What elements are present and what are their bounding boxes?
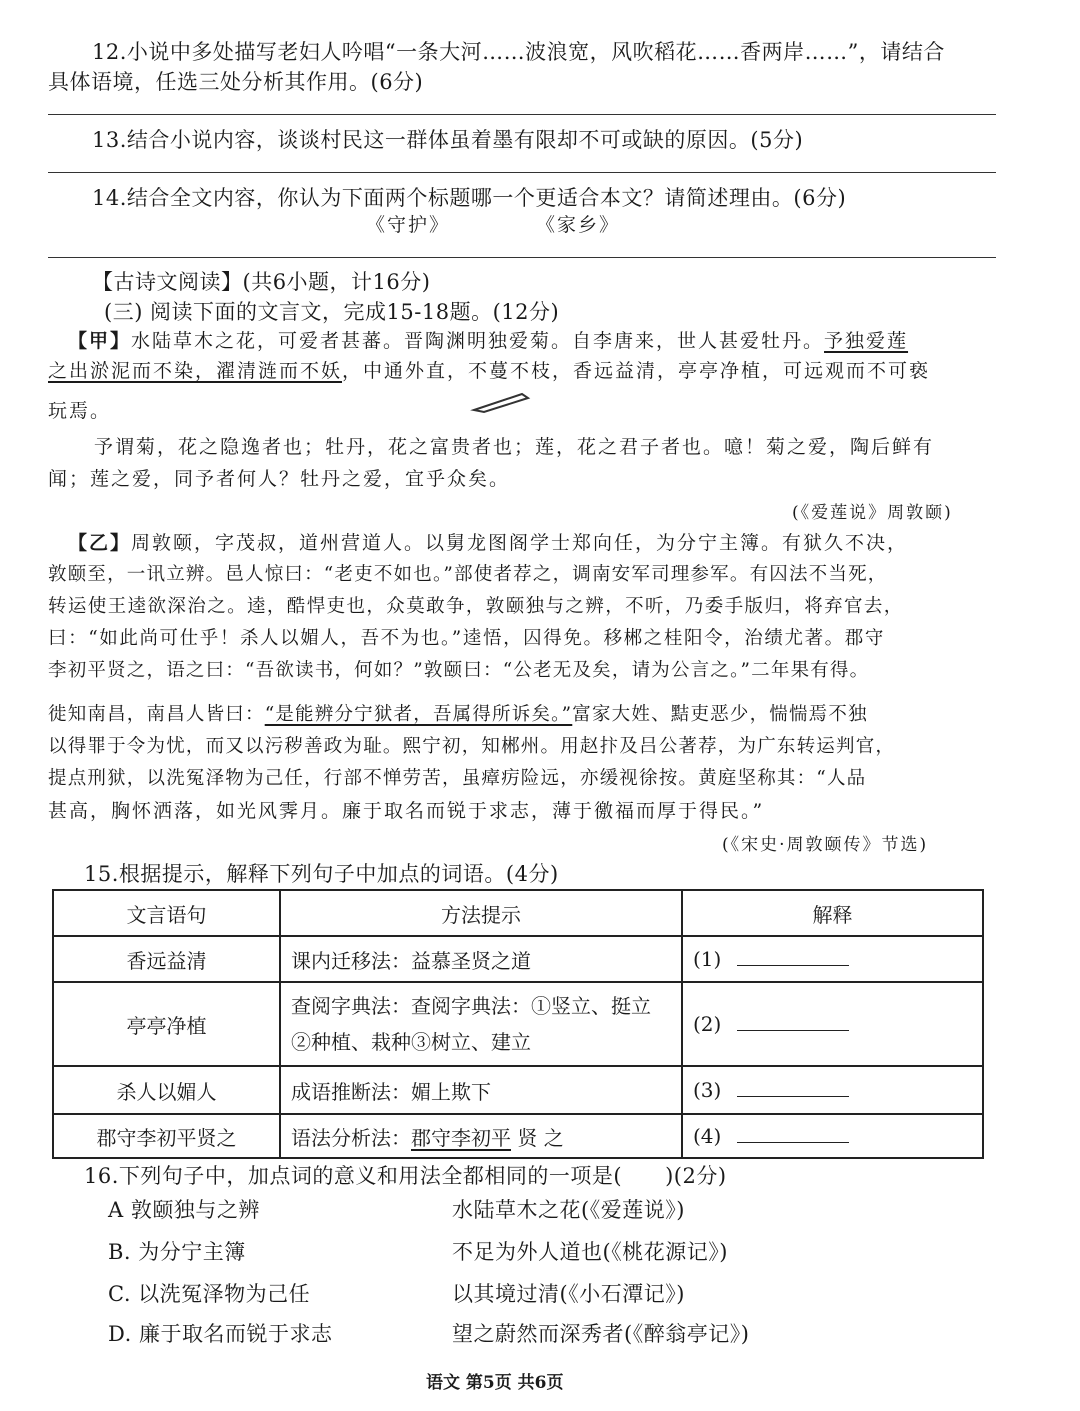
yi-line2: 敦颐至，一讯立辨。邑人惊曰：“老吏不如也。”部使者荐之，调南安军司理参军。有囚法不当死， [48,564,888,585]
q16-option-d-left[interactable]: D. 廉于取名而锐于求志 [108,1322,333,1346]
q12-line2: 具体语境，任选三处分析其作用。(6分) [48,70,424,94]
jia-label: 【甲】 [68,330,132,352]
q16-option-d-right: 望之蔚然而深秀者(《醉翁亭记》) [452,1322,750,1346]
answer-number: (2) [693,1012,722,1036]
yi-line7: 以得罪于令为忧，而又以污秽善政为耻。熙宁初，知郴州。用赵抃及吕公著荐，为广东转运判官， [48,736,896,757]
jia-text: 水陆草木之花，可爱者甚蕃。晋陶渊明独爱菊。自李唐来，世人甚爱牡丹。 [131,330,825,352]
page-footer: 语文 第5页 共6页 [426,1373,564,1393]
answer-blank[interactable] [737,1128,849,1143]
q16-option-a-right: 水陆草木之花(《爱莲说》) [452,1198,685,1222]
table-header-row [53,890,983,936]
row-sentence: 香远益清 [53,936,280,982]
jia-line4: 予谓菊，花之隐逸者也；牡丹，花之富贵者也；莲，花之君子者也。噫！菊之爱，陶后鲜有 [94,436,935,458]
row-sentence: 杀人以媚人 [53,1066,280,1114]
row-sentence: 亭亭净植 [53,982,280,1066]
q14-title-a: 《守护》 [366,214,451,236]
table-header: 解释 [682,890,983,936]
answer-number: (3) [693,1078,722,1102]
table-row [53,1066,983,1114]
yi-line6 [48,700,868,726]
yi-line8: 提点刑狱，以洗冤泽物为己任，行部不惮劳苦，虽瘴疠险远，亦缓视徐按。黄庭坚称其：“人品 [48,768,867,789]
q14-text: 14.结合全文内容，你认为下面两个标题哪一个更适合本文？请简述理由。(6分) [92,186,847,210]
answer-line [48,114,996,115]
method-underlined: 郡守李初平 [411,1125,511,1150]
q15-title: 15.根据提示，解释下列句子中加点的词语。(4分) [84,862,559,886]
yi-text: 富家大姓、黠吏恶少，惴惴焉不独 [572,704,868,725]
jia-line5: 闻；莲之爱，同予者何人？牡丹之爱，宜乎众矣。 [48,468,511,490]
answer-number: (1) [693,947,722,971]
yi-source: (《宋史·周敦颐传》节选) [722,835,929,855]
q16-option-b-left[interactable]: B. 为分宁主簿 [108,1240,246,1264]
row-method: 查阅字典法：查阅字典法：①竖立、挺立 ②种植、栽种③树立、建立 [280,982,682,1066]
yi-line9: 甚高，胸怀洒落，如光风霁月。廉于取名而锐于求志，薄于徼福而厚于得民。” [48,800,765,822]
method-rest: 贤 之 [511,1125,564,1150]
answer-blank[interactable] [737,1016,849,1031]
section-heading: 【古诗文阅读】(共6小题，计16分) [92,270,431,294]
handwritten-mark [470,386,532,418]
q15-table [52,889,984,1159]
jia-text: ，中通外直，不蔓不枝，香远益清，亭亭净植，可远观而不可亵 [342,360,931,382]
yi-line5: 李初平贤之，语之曰：“吾欲读书，何如？”敦颐曰：“公老无及矣，请为公言之。”二年果有得。 [48,660,870,681]
yi-text: 徙知南昌，南昌人皆曰： [48,704,265,725]
section-sub: (三) 阅读下面的文言文，完成15-18题。(12分) [104,300,560,324]
method-prefix: 语法分析法： [291,1125,411,1150]
yi-line3: 转运使王逵欲深治之。逵，酷悍吏也，众莫敢争，敦颐独与之辨，不听，乃委手版归，将弃官去， [48,596,904,617]
row-answer [682,1066,983,1114]
table-row [53,936,983,982]
table-header: 文言语句 [53,890,280,936]
answer-blank[interactable] [737,1082,849,1097]
q14-title-b: 《家乡》 [536,214,621,236]
jia-line2 [48,356,930,383]
yi-line4: 曰：“如此尚可仕乎！杀人以媚人，吾不为也。”逵悟，囚得免。移郴之桂阳令，治绩尤著。郡守 [48,628,885,649]
row-method: 成语推断法：媚上欺下 [280,1066,682,1114]
yi-text: 周敦颐，字茂叔，道州营道人。以舅龙图阁学士郑向任，为分宁主簿。有狱久不决， [131,532,909,554]
row-method [280,1114,682,1158]
q16-title: 16.下列句子中，加点词的意义和用法全都相同的一项是( )(2分) [84,1164,727,1188]
jia-source: (《爱莲说》周敦颐) [792,503,953,523]
yi-underlined: “是能辨分宁狱者，吾属得所诉矣。” [264,704,573,725]
row-answer [682,936,983,982]
q16-option-c-left[interactable]: C. 以洗冤泽物为己任 [108,1282,311,1306]
table-row [53,982,983,1066]
row-answer [682,1114,983,1158]
yi-line1 [68,528,908,555]
table-row [53,1114,983,1158]
jia-line1 [68,326,908,353]
jia-underlined: 之出淤泥而不染，濯清涟而不妖 [48,360,343,382]
table-header: 方法提示 [280,890,682,936]
answer-number: (4) [693,1124,722,1148]
answer-blank[interactable] [737,951,849,966]
yi-label: 【乙】 [68,532,132,554]
q16-option-a-left[interactable]: A 敦颐独与之辨 [108,1198,260,1222]
q16-option-b-right: 不足为外人道也(《桃花源记》) [452,1240,728,1264]
row-answer [682,982,983,1066]
answer-line [48,172,996,173]
jia-underlined: 予独爱莲 [824,330,909,352]
row-sentence: 郡守李初平贤之 [53,1114,280,1158]
q13-text: 13.结合小说内容，谈谈村民这一群体虽着墨有限却不可或缺的原因。(5分) [92,128,804,152]
answer-line [48,257,996,258]
q16-option-c-right: 以其境过清(《小石潭记》) [452,1282,685,1306]
row-method: 课内迁移法：益慕圣贤之道 [280,936,682,982]
jia-line3: 玩焉。 [48,400,112,422]
q12-line1: 12.小说中多处描写老妇人吟唱“一条大河……波浪宽，风吹稻花……香两岸……”，请结合 [92,40,945,64]
